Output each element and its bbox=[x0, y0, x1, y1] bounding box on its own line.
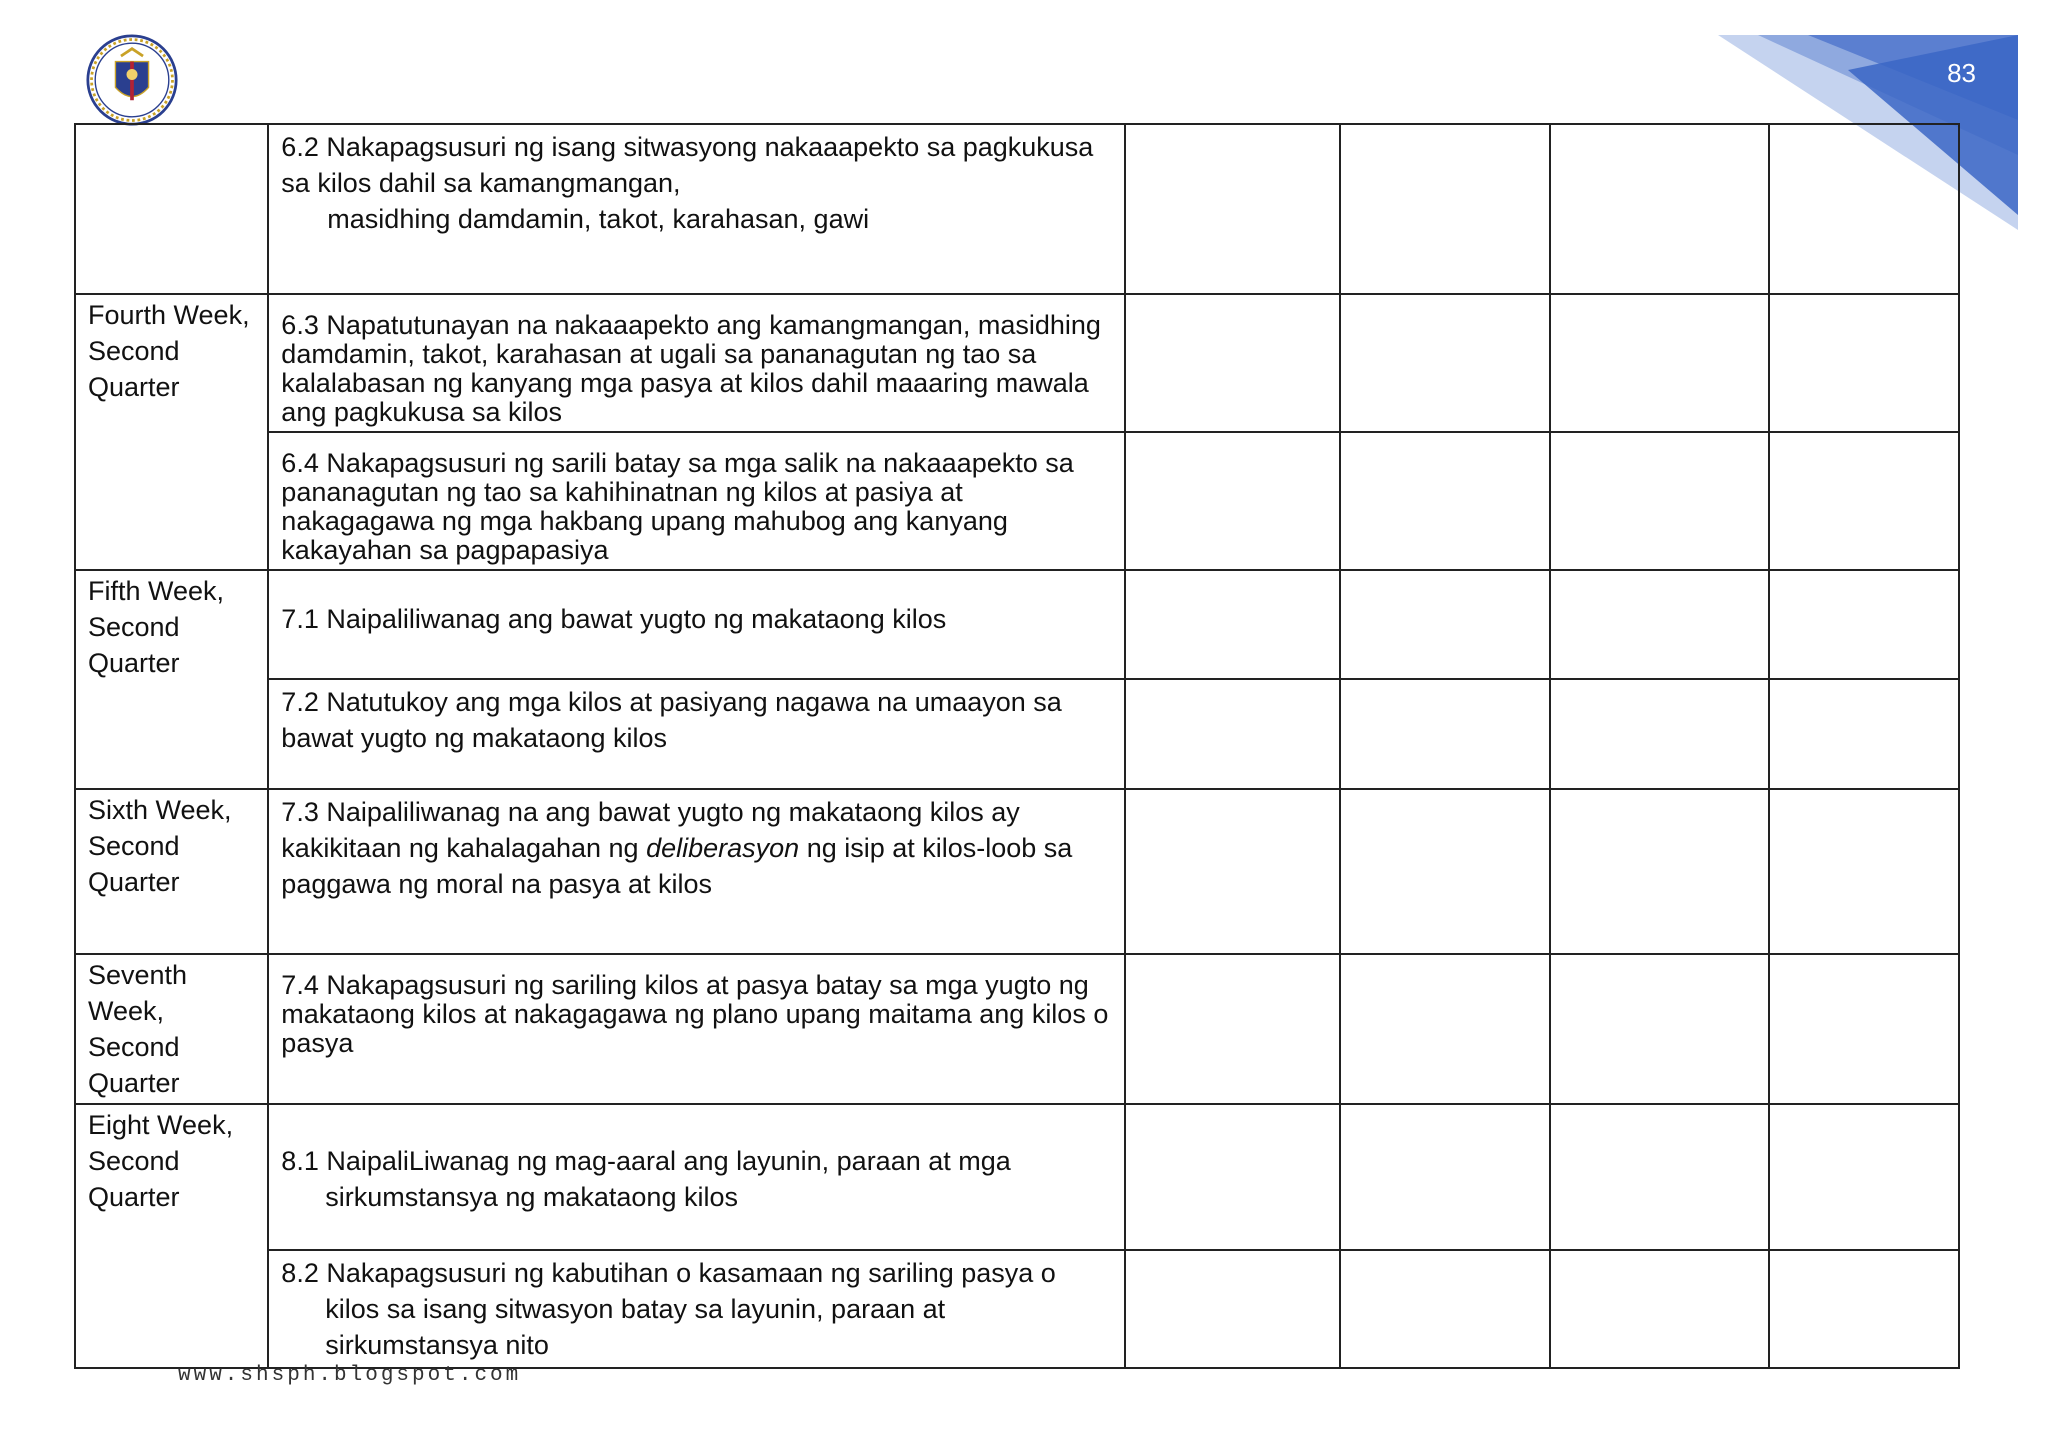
empty-cell bbox=[1769, 954, 1959, 1104]
week-cell: Seventh Week, Second Quarter bbox=[75, 954, 268, 1104]
empty-cell bbox=[1769, 570, 1959, 679]
footer-url: www.shsph.blogspot.com bbox=[178, 1364, 522, 1387]
competency-text: 8.1 NaipaliLiwanag ng mag-aaral ang layunin, paraan at mga sirkumstansya ng makataong kilos bbox=[281, 1146, 1011, 1212]
empty-cell bbox=[1550, 1250, 1768, 1368]
empty-cell bbox=[1340, 679, 1550, 789]
table-row bbox=[75, 1104, 1959, 1250]
empty-cell bbox=[1550, 954, 1768, 1104]
table-row bbox=[75, 294, 1959, 432]
empty-cell bbox=[1550, 294, 1768, 432]
empty-cell bbox=[1340, 789, 1550, 954]
competency-cell: 6.4 Nakapagsusuri ng sarili batay sa mga salik na nakaaapekto sa pananagutan ng tao sa kahihinatnan ng kilos at pasiya at nakagagawa ng mga hakbang upang mahubog ang kanyang kakayahan sa pagpapasiya bbox=[268, 432, 1124, 570]
empty-cell bbox=[1340, 432, 1550, 570]
empty-cell bbox=[1125, 789, 1340, 954]
week-cell: Sixth Week, Second Quarter bbox=[75, 789, 268, 954]
empty-cell bbox=[1125, 1250, 1340, 1368]
table-row bbox=[75, 954, 1959, 1104]
empty-cell bbox=[1125, 570, 1340, 679]
competency-table bbox=[74, 123, 1960, 1369]
empty-cell bbox=[1125, 432, 1340, 570]
competency-cell: 7.4 Nakapagsusuri ng sariling kilos at pasya batay sa mga yugto ng makataong kilos at nakagagawa ng plano upang maitama ang kilos o pasya bbox=[268, 954, 1124, 1104]
empty-cell bbox=[1340, 570, 1550, 679]
empty-cell bbox=[1550, 570, 1768, 679]
competency-cell bbox=[268, 789, 1124, 954]
empty-cell bbox=[1125, 124, 1340, 294]
competency-text-cont: masidhing damdamin, takot, karahasan, gawi bbox=[327, 204, 870, 234]
competency-text: 7.3 Naipaliliwanag na ang bawat yugto ng makataong kilos ay kakikitaan ng kahalagahan ng bbox=[281, 797, 1020, 863]
empty-cell bbox=[1769, 432, 1959, 570]
competency-cell: 7.1 Naipaliliwanag ang bawat yugto ng makataong kilos bbox=[268, 570, 1124, 679]
competency-cell: 6.3 Napatutunayan na nakaaapekto ang kamangmangan, masidhing damdamin, takot, karahasan at ugali sa pananagutan ng tao sa kalalabasan ng kanyang mga pasya at kilos dahil maaaring mawala ang pagkukusa sa kilos bbox=[268, 294, 1124, 432]
empty-cell bbox=[1769, 124, 1959, 294]
week-cell: Eight Week, Second Quarter bbox=[75, 1104, 268, 1368]
week-cell: Fourth Week, Second Quarter bbox=[75, 294, 268, 570]
table-row bbox=[75, 432, 1959, 570]
competency-cell bbox=[268, 1250, 1124, 1368]
competency-text-cont: ng isip at kilos-loob sa paggawa ng moral na pasya at kilos bbox=[281, 833, 1073, 899]
empty-cell bbox=[1550, 124, 1768, 294]
empty-cell bbox=[1550, 789, 1768, 954]
empty-cell bbox=[1769, 679, 1959, 789]
empty-cell bbox=[1550, 432, 1768, 570]
empty-cell bbox=[1340, 1250, 1550, 1368]
competency-text: 6.2 Nakapagsusuri ng isang sitwasyong nakaaapekto sa pagkukusa sa kilos dahil sa kamangmangan, bbox=[281, 132, 1094, 198]
table-row bbox=[75, 1250, 1959, 1368]
empty-cell bbox=[1769, 294, 1959, 432]
competency-text: 8.2 Nakapagsusuri ng kabutihan o kasamaan ng sariling pasya o kilos sa isang sitwasyon batay sa layunin, paraan at sirkumstansya nito bbox=[281, 1258, 1056, 1360]
empty-cell bbox=[1769, 1250, 1959, 1368]
empty-cell bbox=[1340, 124, 1550, 294]
table-row bbox=[75, 124, 1959, 294]
empty-cell bbox=[1125, 294, 1340, 432]
empty-cell bbox=[1125, 1104, 1340, 1250]
empty-cell bbox=[1550, 679, 1768, 789]
page-number: 83 bbox=[1947, 58, 1976, 88]
table-row bbox=[75, 789, 1959, 954]
empty-cell bbox=[1340, 1104, 1550, 1250]
deped-seal-logo bbox=[86, 34, 178, 126]
empty-cell bbox=[1125, 954, 1340, 1104]
week-cell bbox=[75, 124, 268, 294]
competency-cell: 7.2 Natutukoy ang mga kilos at pasiyang nagawa na umaayon sa bawat yugto ng makataong kilos bbox=[268, 679, 1124, 789]
table-row bbox=[75, 679, 1959, 789]
empty-cell bbox=[1125, 679, 1340, 789]
empty-cell bbox=[1769, 1104, 1959, 1250]
competency-cell bbox=[268, 1104, 1124, 1250]
empty-cell bbox=[1550, 1104, 1768, 1250]
empty-cell bbox=[1340, 294, 1550, 432]
competency-emphasis: deliberasyon bbox=[646, 833, 800, 863]
empty-cell bbox=[1340, 954, 1550, 1104]
week-cell: Fifth Week, Second Quarter bbox=[75, 570, 268, 789]
table-row bbox=[75, 570, 1959, 679]
empty-cell bbox=[1769, 789, 1959, 954]
competency-cell bbox=[268, 124, 1124, 294]
